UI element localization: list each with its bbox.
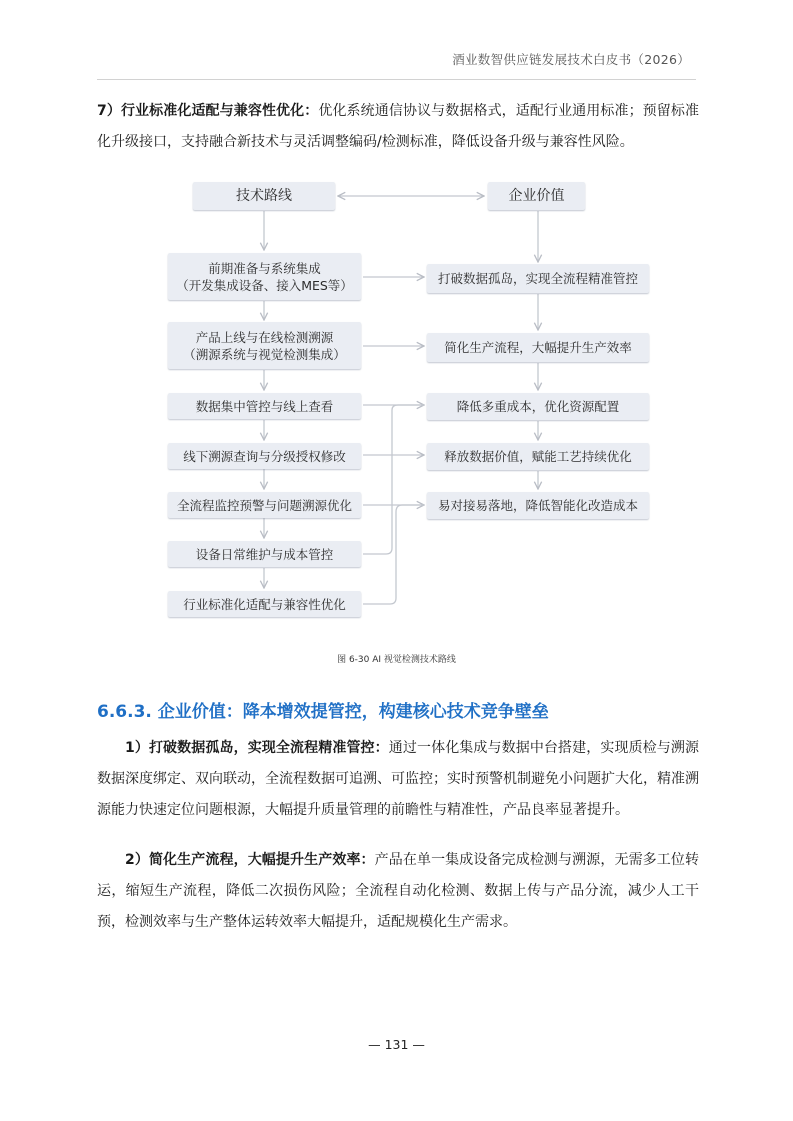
intro-body: 优化系统通信协议与数据格式，适配行业通用标准；预留标准化升级接口，支持融合新技术与灵活调整编码/检测标准，降低设备升级与兼容性风险。	[97, 103, 699, 150]
route-step-2	[168, 322, 361, 369]
route-step-7: 行业标准化适配与兼容性优化	[168, 591, 361, 617]
value-item-4: 释放数据价值，赋能工艺持续优化	[427, 443, 649, 470]
route-step-4: 线下溯源查询与分级授权修改	[168, 443, 361, 469]
paragraph-1-lead: 1）打破数据孤岛，实现全流程精准管控：	[125, 740, 389, 756]
paragraph-2	[97, 845, 699, 938]
paragraph-2-lead: 2）简化生产流程，大幅提升生产效率：	[125, 852, 375, 868]
paragraph-2-body: 产品在单一集成设备完成检测与溯源，无需多工位转运，缩短生产流程，降低二次损伤风险；全流程自动化检测、数据上传与产品分流，减少人工干预，检测效率与生产整体运转效率大幅提升，适配规模化生产需求。	[97, 852, 699, 930]
value-item-1: 打破数据孤岛，实现全流程精准管控	[427, 264, 649, 293]
route-step-1-line1: 前期准备与系统集成	[208, 260, 321, 276]
intro-lead: 7）行业标准化适配与兼容性优化：	[97, 103, 319, 119]
enterprise-value-header: 企业价值	[488, 182, 585, 210]
route-step-2-line1: 产品上线与在线检测溯源	[195, 329, 334, 345]
paragraph-1	[97, 733, 699, 826]
route-step-2-line2: （溯源系统与视觉检测集成）	[183, 346, 346, 362]
tech-route-header: 技术路线	[193, 182, 335, 210]
route-step-6: 设备日常维护与成本管控	[168, 541, 361, 567]
value-item-2: 简化生产流程，大幅提升生产效率	[427, 333, 649, 362]
route-step-5: 全流程监控预警与问题溯源优化	[168, 492, 361, 518]
return-link-step7	[363, 505, 424, 604]
running-header: 酒业数智供应链发展技术白皮书（2026）	[452, 52, 690, 67]
return-link-step6	[363, 405, 424, 554]
paragraph-1-body: 通过一体化集成与数据中台搭建，实现质检与溯源数据深度绑定、双向联动，全流程数据可追溯、可监控；实时预警机制避免小问题扩大化，精准溯源能力快速定位问题根源，大幅提升质量管理的前瞻性与精准性，产品良率显著提升。	[97, 740, 699, 818]
intro-paragraph	[97, 96, 699, 158]
value-item-5: 易对接易落地，降低智能化改造成本	[427, 492, 649, 519]
route-step-3: 数据集中管控与线上查看	[168, 393, 361, 419]
header-divider	[97, 79, 696, 80]
section-heading: 6.6.3. 企业价值：降本增效提管控，构建核心技术竞争壁垒	[97, 702, 549, 722]
value-item-3: 降低多重成本，优化资源配置	[427, 393, 649, 420]
page-number: — 131 —	[368, 1037, 425, 1052]
route-step-1-line2: （开发集成设备、接入MES等）	[176, 277, 353, 293]
route-step-1	[168, 253, 361, 300]
figure-caption: 图 6-30 AI 视觉检测技术路线	[337, 655, 456, 665]
